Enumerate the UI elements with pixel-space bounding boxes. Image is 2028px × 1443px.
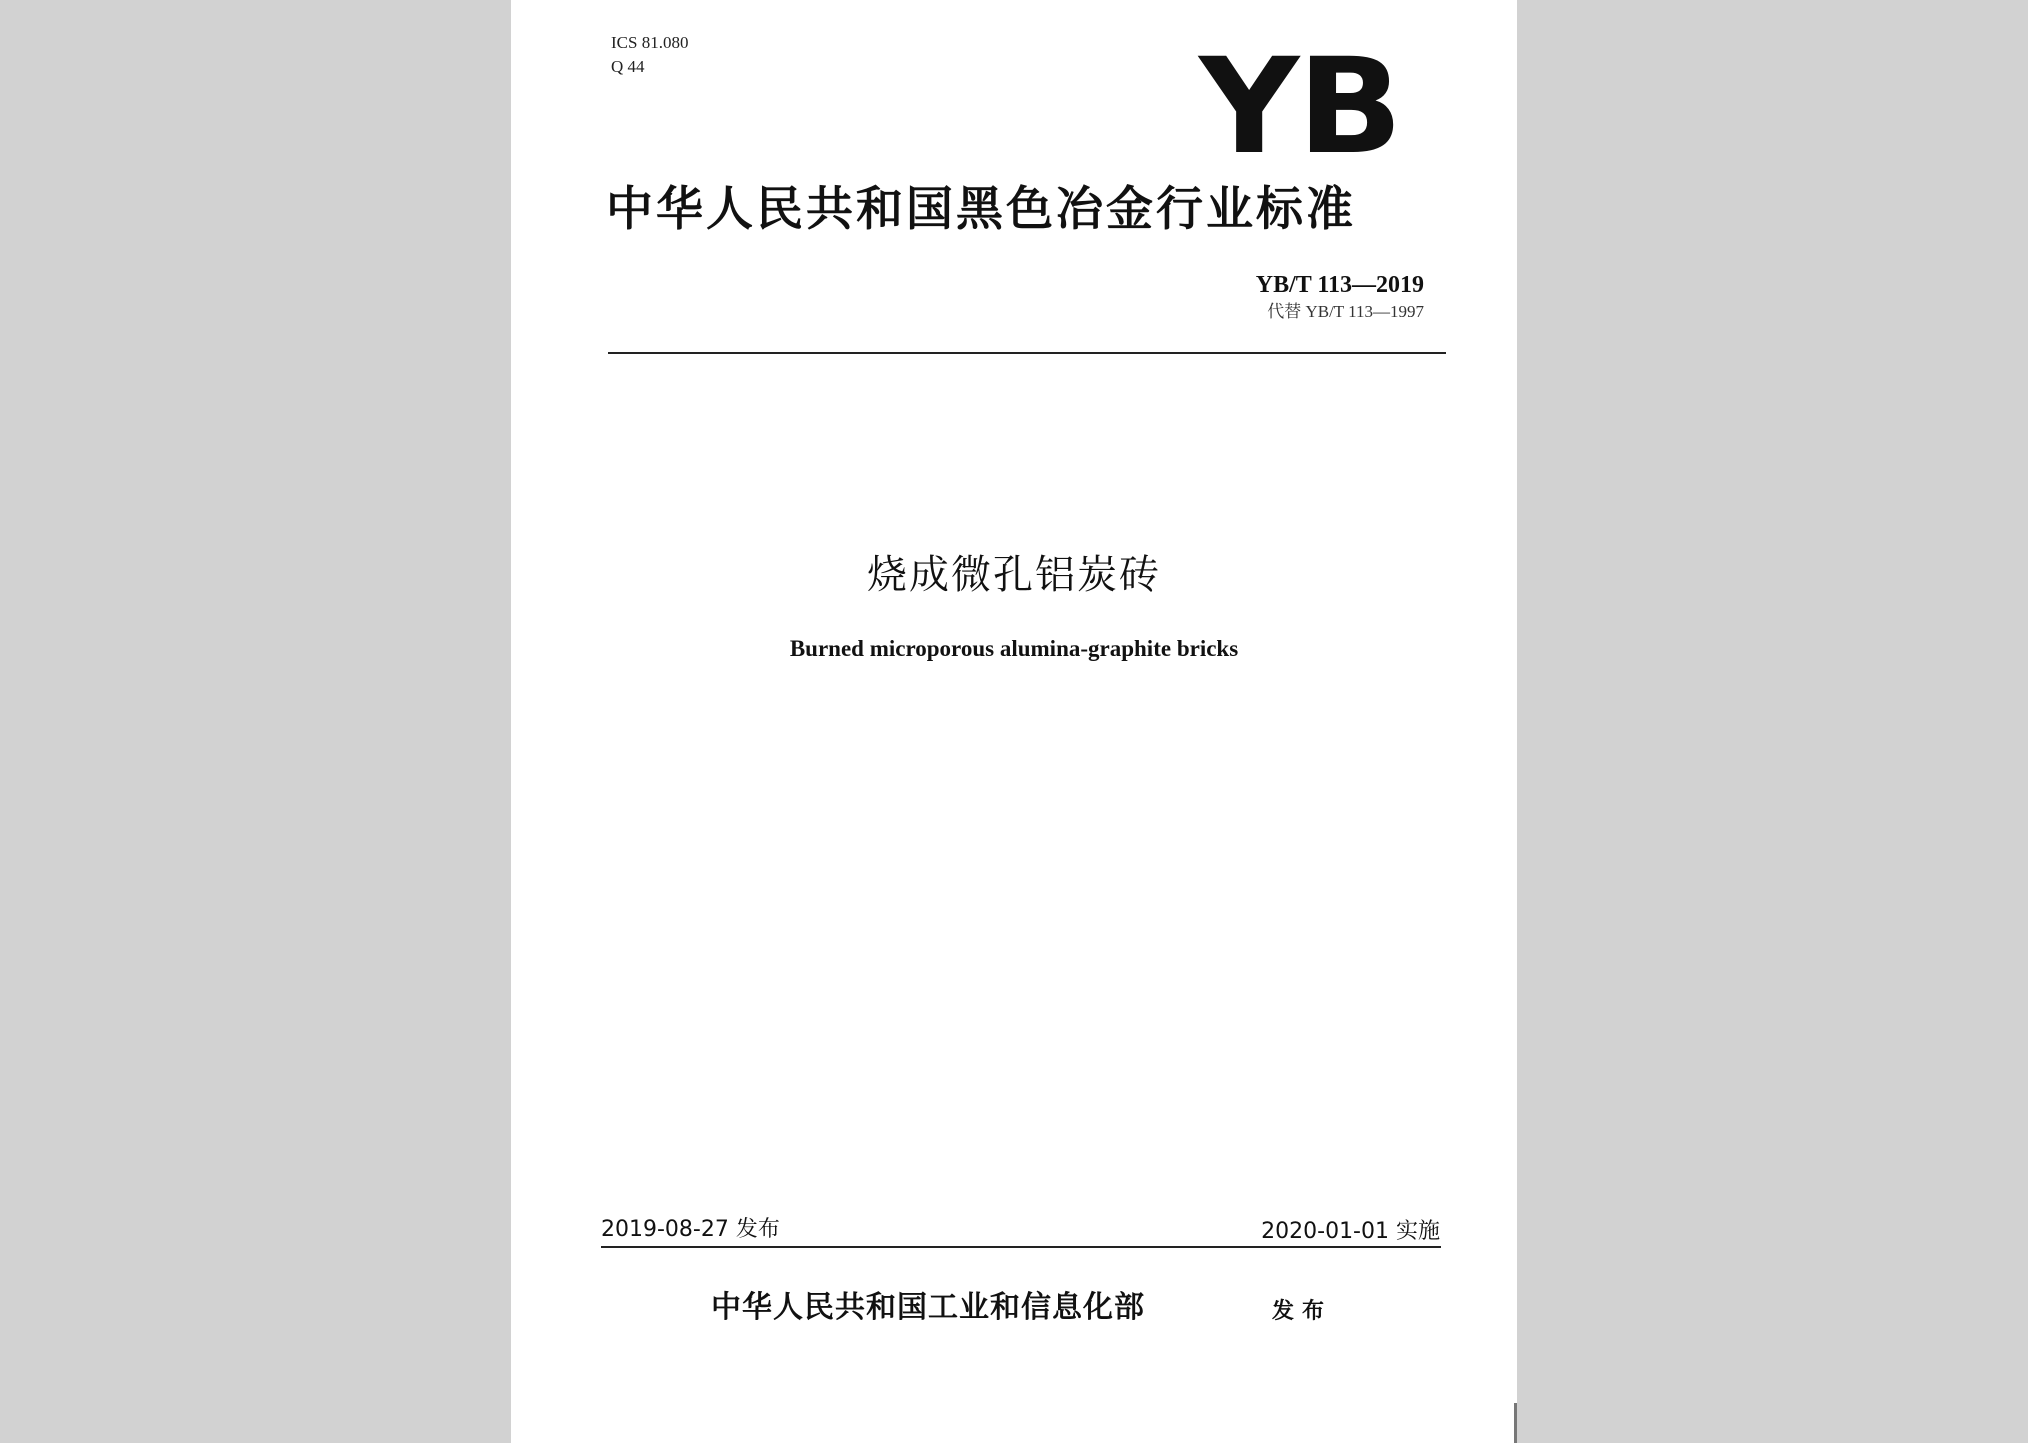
implementation-date: 2020-01-01 实施 (1261, 1219, 1440, 1244)
bottom-divider (601, 1246, 1441, 1248)
top-divider (608, 352, 1446, 354)
replaces-standard: 代替 YB/T 113—1997 (1267, 302, 1424, 321)
ics-code: ICS 81.080 (611, 33, 689, 52)
publish-label: 发布 (1272, 1298, 1333, 1324)
document-title-chinese: 烧成微孔铝炭砖 (867, 552, 1161, 598)
page-edge-shadow (1514, 1403, 1517, 1443)
standard-code: YB/T 113—2019 (1255, 272, 1424, 298)
document-title-english: Burned microporous alumina-graphite bricks (789, 636, 1239, 661)
classification-codes (611, 31, 688, 79)
standard-cover-page (511, 0, 1517, 1443)
yb-logo: YB (1199, 30, 1401, 184)
ccs-code: Q 44 (611, 57, 645, 76)
standard-number-block (1256, 270, 1424, 324)
standard-type-heading: 中华人民共和国黑色冶金行业标准 (606, 182, 1356, 237)
publisher-name: 中华人民共和国工业和信息化部 (711, 1290, 1145, 1325)
issue-date: 2019-08-27 发布 (601, 1217, 780, 1242)
